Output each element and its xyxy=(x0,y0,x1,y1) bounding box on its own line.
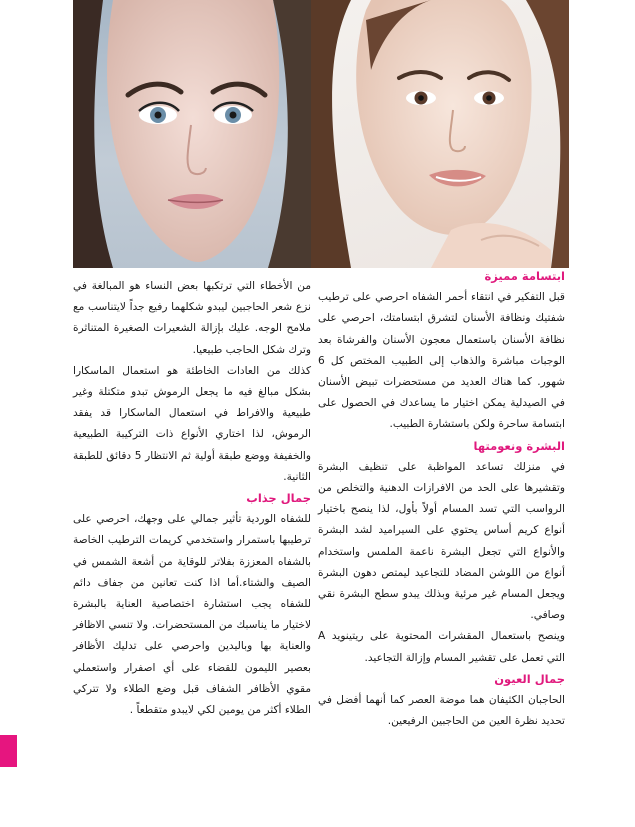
right-portrait-photo xyxy=(311,0,569,268)
left-text-column xyxy=(73,276,311,721)
page-edge-accent-bar xyxy=(0,735,17,767)
section-heading-smile: ابتسامة مميزة xyxy=(484,269,565,283)
portrait-illustration-right xyxy=(311,0,569,268)
section-heading-skin: البشرة ونعومتها xyxy=(473,438,565,453)
portrait-illustration-left xyxy=(73,0,311,268)
paragraph-retinoid: وينصح باستعمال المقشرات المحتوية على ريتينويد A التي تعمل على تقشير المسام وإزالة التجاعيد. xyxy=(318,630,565,664)
left-portrait-photo xyxy=(73,0,311,268)
section-heading-attractive: جمال جذاب xyxy=(246,491,311,506)
paragraph-smile: قبل التفكير في انتقاء أحمر الشفاه احرصي على ترطيب شفتيك ونظافة الأسنان لتشرق ابتسامتك، احرصي على نظافة الأسنان باستعمال معجون الأسنان والفرشاة بعد الوجبات مباشرة والذهاب إلى الطبيب المختص كل 6 شهور. كما هناك العديد من مستحضرات تبيض الأسنان في الصيدلية يمكن اختيار ما يساعدك في الحصول على ابتسامة ساحرة ولكن باستشارة الطبيب. xyxy=(318,291,565,431)
section-heading-eyes: جمال العيون xyxy=(494,671,565,686)
paragraph-eyebrow-mistakes: من الأخطاء التي ترتكبها بعض النساء هو المبالغة في نزع شعر الحاجبين ليبدو شكلهما رفيع جداً لايتناسب مع ملامح الوجه. عليك بإزالة الشعيرات الصغيرة المتناثرة وترك شكل الحاجب طبيعيا. xyxy=(73,280,311,356)
paragraph-lips-nails: للشفاه الوردية تأثير جمالي على وجهك، احرصي على ترطيبها باستمرار واستخدمي كريمات الترطيب الخاصة بالشفاه المعززة بفلاتر للوقاية من أشعة الشمس في الصيف والشتاء.أما اذا كنت تعانين من جفاف دائم للشفاه يجب استشارة اختصاصية العناية بالبشرة لاختيار ما يناسبك من المستحضرات. ولا تنسي الاظافر والعناية بها وباليدين واحرصي على تدليك الأظافر بعصير الليمون للقضاء على أي اصفرار واستعملي مقوي الأظافر الشفاف قبل وضع الطلاء ولا تتركي الطلاء أكثر من يومين لكي لايبدو متقطعاً . xyxy=(73,513,311,717)
right-text-column xyxy=(318,266,565,732)
paragraph-mascara: كذلك من العادات الخاطئة هو استعمال الماسكارا بشكل مبالغ فيه ما يجعل الرموش تبدو متكتلة وغير طبيعية والافراط في استعمال الماسكارا قد يفقد الرموش، لذا اختاري الأنواع ذات التركيبة الطبيعية والخفيفة ووضع طبقة أولية ثم الانتظار 5 دقائق للطبقة الثانية. xyxy=(73,364,311,483)
paragraph-eyebrows: الحاجبان الكثيفان هما موضة العصر كما أنهما أفضل في تحديد نظرة العين من الحاجبين الرفيعين. xyxy=(318,694,565,728)
paragraph-skin: في منزلك تساعد المواظبة على تنظيف البشرة وتقشيرها على الحد من الافرازات الدهنية والتخلص من الرواسب التي تسد المسام أولاً بأول، لذا ينصح باختيار أنواع كريم أساس يحتوي على السيراميد لشد البشرة والأنواع التي تجعل البشرة ناعمة الملمس واستخدام أنواع من اللوشن المضاد للتجاعيد ليمتص دهون البشرة ويجعل المسام غير مرئية وبذلك يبدو سطح البشرة نقي وصافي. xyxy=(318,460,565,622)
